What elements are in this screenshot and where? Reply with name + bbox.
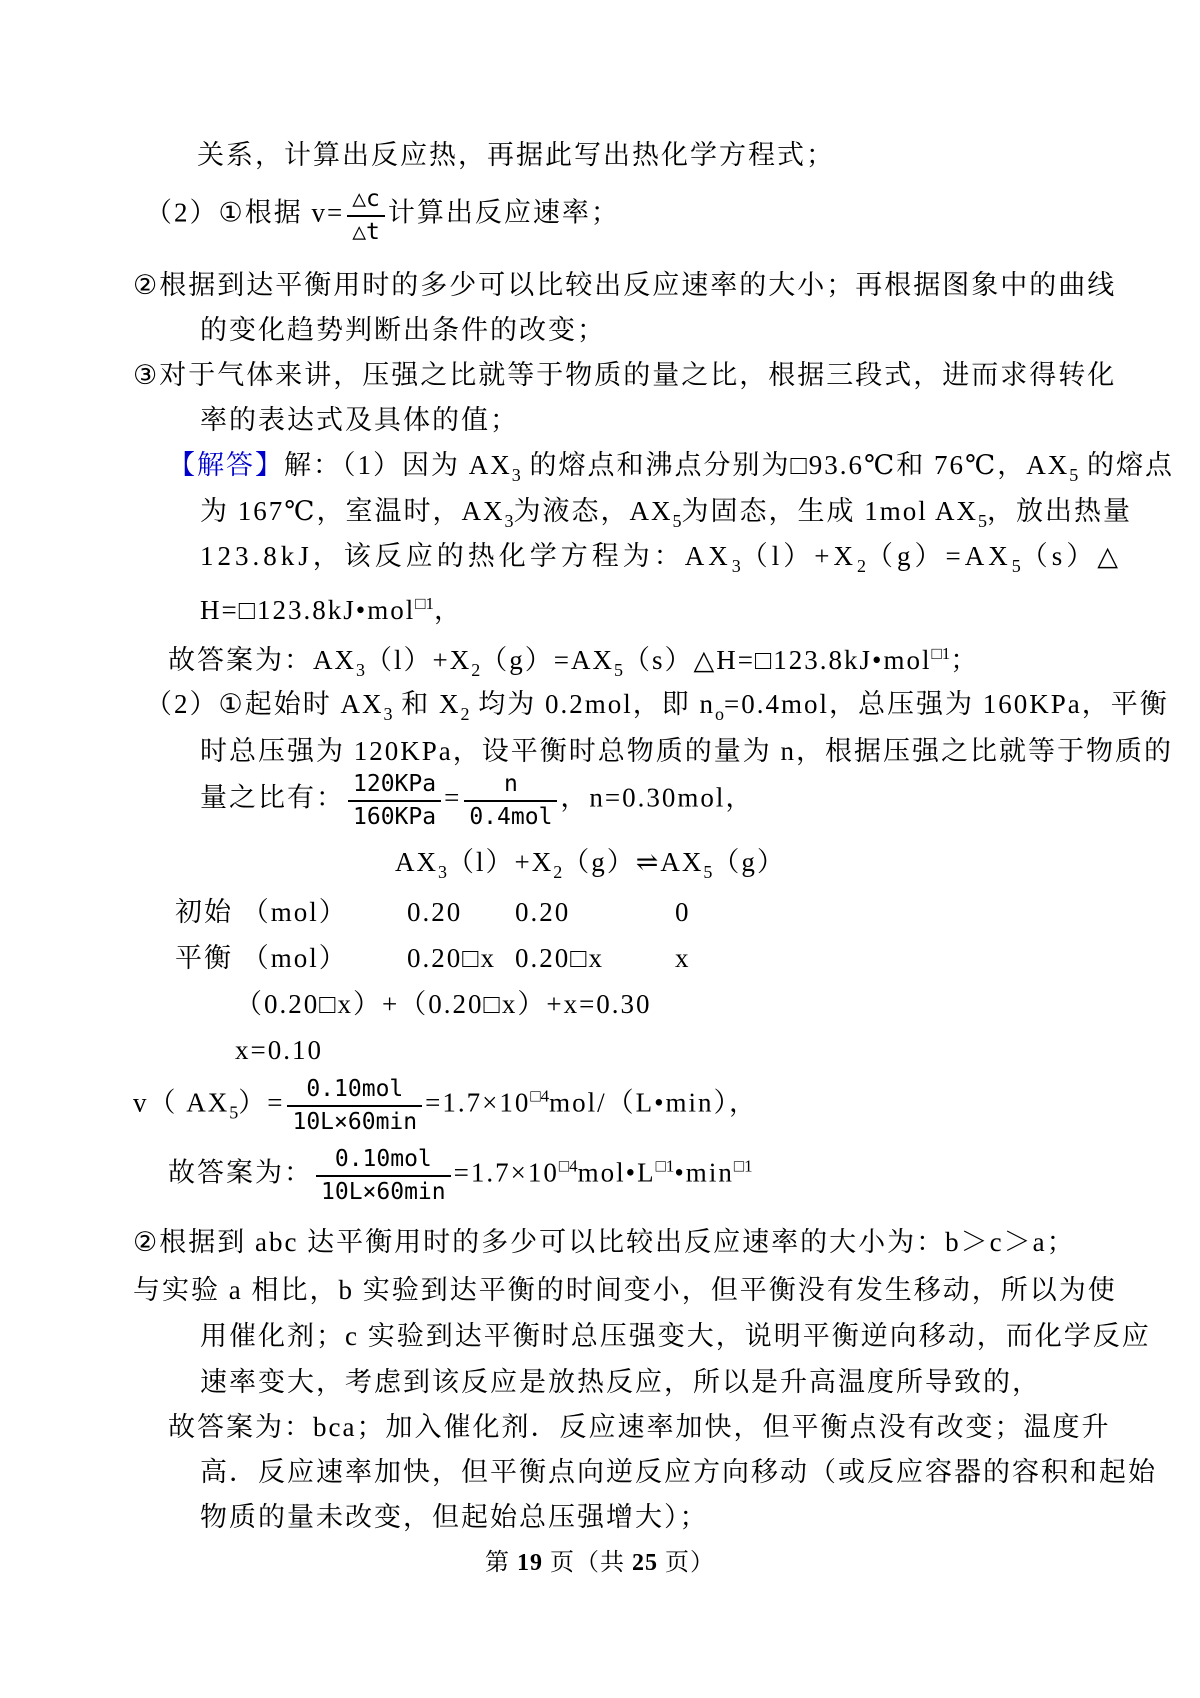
text-segment: ②根据到 abc 达平衡用时的多少可以比较出反应速率的大小为：b＞c＞a； — [133, 1227, 1076, 1257]
text-segment: 均为 0.2mol，即 n — [469, 689, 715, 719]
text-segment: 3 — [438, 862, 447, 882]
text-segment: 0.20□x — [515, 943, 605, 973]
text-segment: 解：（1）因为 AX — [284, 450, 512, 480]
text-segment: 5 — [977, 511, 987, 531]
analysis-line-conversion — [200, 403, 519, 437]
text-segment: 5 — [703, 862, 713, 882]
solution-line-states — [200, 494, 1132, 538]
text-segment: 3 — [504, 511, 514, 531]
fraction: $\frac{\text{0.10mol}}{10L\times 60\min}$ — [287, 1075, 422, 1136]
text-segment: 5 — [672, 511, 682, 531]
text-segment: ； — [950, 645, 980, 675]
text-segment: ，n=0.30mol， — [560, 782, 755, 813]
text-segment: □4 — [530, 1086, 550, 1106]
text-segment: （g）=AX — [480, 645, 614, 675]
solution-line-thermo-equation — [200, 539, 1122, 583]
fraction: $\frac{\text{120KPa}}{\text{160KPa}}$ — [348, 770, 441, 831]
text-segment: •min — [674, 1157, 734, 1188]
fraction: $\frac{\triangle c}{\triangle t}$ — [347, 185, 385, 246]
text-segment: ③对于气体来讲，压强之比就等于物质的量之比，根据三段式，进而求得转化 — [133, 360, 1117, 390]
text-segment: 0 — [675, 897, 691, 927]
text-segment: H=□123.8kJ•mol — [200, 595, 416, 625]
text-segment: 3 — [511, 465, 521, 485]
text-segment: （l）+X — [365, 645, 472, 675]
text-segment: 19 — [517, 1550, 543, 1576]
text-segment: 故答案为： — [168, 1157, 313, 1188]
text-segment: ②根据到达平衡用时的多少可以比较出反应速率的大小；再根据图象中的曲线 — [133, 270, 1117, 300]
text-segment: 3 — [383, 704, 393, 724]
text-segment: 为 167℃，室温时，AX — [200, 496, 505, 526]
text-segment: 0.20 — [407, 897, 463, 927]
text-segment: o — [714, 704, 724, 724]
text-segment: 2 — [553, 862, 563, 882]
text-segment: 123.8kJ，该反应的热化学方程为：AX — [200, 541, 732, 571]
text-segment: 与实验 a 相比，b 实验到达平衡的时间变小，但平衡没有发生移动，所以为使 — [133, 1275, 1117, 1305]
text-segment: 2 — [857, 556, 866, 576]
solution-line-initial-moles — [145, 687, 1169, 731]
text-segment: 的变化趋势判断出条件的改变； — [200, 315, 606, 345]
solution-line-final — [200, 1500, 709, 1534]
text-segment: mol/（L•min）， — [549, 1087, 759, 1118]
text-segment: 物质的量未改变，但起始总压强增大）； — [200, 1502, 709, 1532]
text-segment: ）= — [238, 1087, 285, 1118]
text-segment: 25 — [632, 1550, 658, 1576]
text-segment: （g）=AX — [866, 541, 1012, 571]
text-segment: 时总压强为 120KPa，设平衡时总物质的量为 n，根据压强之比就等于物质的 — [200, 736, 1173, 766]
analysis-line-equilibrium — [133, 268, 1116, 302]
text-segment: 【解答】 — [168, 450, 284, 480]
solution-line-catalyst — [200, 1319, 1151, 1353]
analysis-line-relation — [197, 138, 835, 172]
text-segment: （s）△H=□123.8kJ•mol — [622, 645, 932, 675]
text-segment: AX — [395, 847, 438, 877]
text-segment: =1.7×10 — [425, 1087, 531, 1118]
text-segment: 关系，计算出反应热，再据此写出热化学方程式； — [197, 140, 835, 170]
text-segment: 用催化剂；c 实验到达平衡时总压强变大，说明平衡逆向移动，而化学反应 — [200, 1321, 1151, 1351]
text-segment: 5 — [613, 660, 623, 680]
page-footer — [0, 1546, 1200, 1580]
text-segment: □1 — [415, 594, 435, 613]
text-segment: mol•L — [577, 1157, 656, 1188]
text-segment: 0.20□x — [407, 943, 497, 973]
solution-line-answer2 — [168, 1145, 753, 1206]
solution-line-enthalpy — [200, 587, 463, 627]
solution-line-answer1 — [168, 637, 979, 687]
text-segment: = — [444, 782, 462, 813]
text-segment: （l）+X — [447, 847, 554, 877]
solution-line-pressure — [200, 734, 1173, 768]
table-row-equilibrium — [175, 941, 691, 975]
text-segment: 率的表达式及具体的值； — [200, 405, 519, 435]
text-segment: 5 — [1011, 556, 1021, 576]
text-segment: 第 — [485, 1550, 517, 1576]
text-segment: x=0.10 — [235, 1035, 323, 1065]
text-segment: =1.7×10 — [453, 1157, 559, 1188]
solution-line-rate-order — [133, 1225, 1076, 1259]
text-segment: 为固态，生成 1mol AX — [681, 496, 978, 526]
text-segment: 3 — [731, 556, 741, 576]
text-segment: 故答案为：AX — [168, 645, 356, 675]
table-row-initial — [175, 895, 691, 929]
solution-line-answer3 — [168, 1410, 1110, 1444]
text-segment: 5 — [1069, 465, 1079, 485]
text-segment: （g） — [712, 847, 786, 877]
text-segment: 高．反应速率加快，但平衡点向逆反应方向移动（或反应容器的容积和起始 — [200, 1457, 1157, 1487]
text-segment: =0.4mol，总压强为 160KPa，平衡 — [723, 689, 1169, 719]
analysis-line-rate-formula — [145, 185, 620, 246]
text-segment: 平衡 （mol） — [175, 943, 348, 973]
solution-line-temperature — [200, 1365, 1041, 1399]
solution-line-exp-b — [133, 1273, 1117, 1307]
text-segment: 5 — [229, 1102, 239, 1123]
text-segment: （g）⇌AX — [562, 847, 704, 877]
text-segment: （2）①根据 v= — [145, 197, 345, 228]
text-segment: 的熔点 — [1078, 450, 1174, 480]
text-segment: ，放出热量 — [986, 496, 1132, 526]
text-segment: 页） — [658, 1550, 715, 1576]
text-segment: 故答案为：bca；加入催化剂．反应速率加快，但平衡点没有改变；温度升 — [168, 1412, 1111, 1442]
text-segment: 初始 （mol） — [175, 897, 348, 927]
text-segment: （l）+X — [740, 541, 857, 571]
solution-line-ratio-fraction — [200, 770, 754, 831]
analysis-line-trend — [200, 313, 606, 347]
analysis-line-pressure-ratio — [133, 358, 1116, 392]
text-segment: 速率变大，考虑到该反应是放热反应，所以是升高温度所导致的， — [200, 1367, 1041, 1397]
text-segment: 3 — [356, 660, 365, 680]
text-segment: □1 — [655, 1156, 675, 1176]
text-segment: □1 — [931, 644, 951, 663]
solution-line-reverse-shift — [200, 1455, 1157, 1489]
text-segment: v（ AX — [133, 1087, 230, 1118]
text-segment: 的熔点和沸点分别为□93.6℃和 76℃，AX — [520, 450, 1070, 480]
text-segment: x — [675, 943, 691, 973]
text-segment: 和 X — [392, 689, 461, 719]
fraction: $\frac{n}{\text{0.4mol}}$ — [464, 770, 557, 831]
text-segment: 2 — [460, 704, 470, 724]
solution-line-sum-equation — [235, 987, 652, 1021]
text-segment: （2）①起始时 AX — [145, 689, 384, 719]
text-segment: 页（共 — [543, 1550, 632, 1576]
solution-label-line — [168, 448, 1174, 492]
solution-line-x-value — [235, 1033, 323, 1067]
reaction-equation-line — [395, 845, 786, 889]
text-segment: 0.20 — [515, 897, 571, 927]
text-segment: （0.20□x）+（0.20□x）+x=0.30 — [235, 989, 652, 1019]
text-segment: □1 — [733, 1156, 753, 1176]
text-segment: 为液态，AX — [513, 496, 673, 526]
text-segment: 量之比有： — [200, 782, 345, 813]
text-segment: 2 — [471, 660, 481, 680]
text-segment: ， — [434, 595, 464, 625]
text-segment: 计算出反应速率； — [387, 197, 620, 228]
solution-line-rate-calc — [133, 1075, 758, 1136]
text-segment: □4 — [558, 1156, 578, 1176]
fraction: $\frac{\text{0.10mol}}{10L\times 60\min}$ — [316, 1145, 451, 1206]
text-segment: （s）△ — [1020, 541, 1123, 571]
